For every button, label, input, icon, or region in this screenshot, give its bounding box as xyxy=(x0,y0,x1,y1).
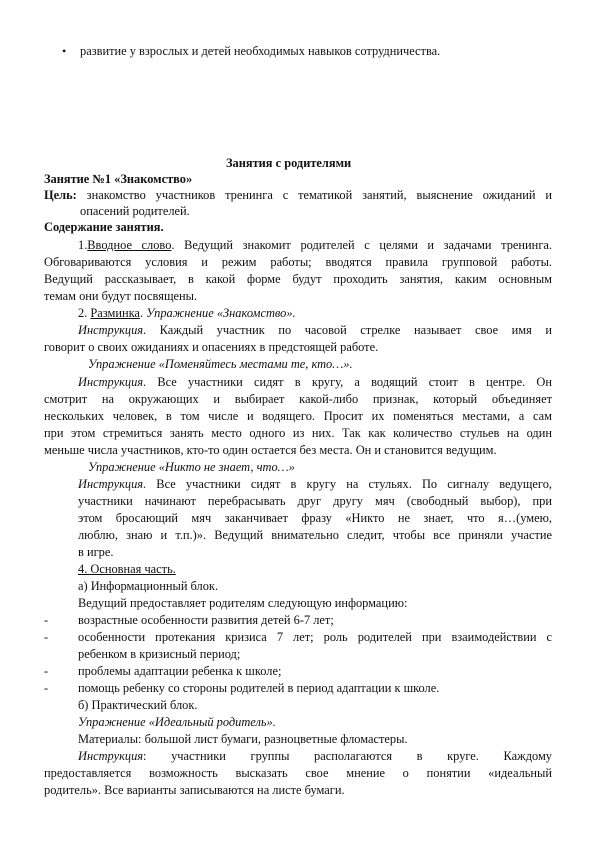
bullet-marker: • xyxy=(62,44,67,58)
instr3-line-4: люблю, знаю и т.п.)». Ведущий внимательно следит, чтобы все приняли участие xyxy=(78,528,552,542)
instr1-line-1 xyxy=(78,323,552,338)
instr3-line-5: в игре. xyxy=(78,545,114,559)
p1-text: . Ведущий знакомит родителей с целями и задачами тренинга. xyxy=(171,238,552,252)
p1-number: 1. xyxy=(78,238,88,252)
instr3-line-2: участники начинают перебрасывать друг другу мяч (свободный выбор), при xyxy=(78,494,552,508)
dash-marker: - xyxy=(44,613,49,627)
p2-number: 2. xyxy=(78,306,91,320)
instr4-label: Инструкция xyxy=(78,749,144,763)
instr4-text: : участники группы располагаются в круге. Каждому xyxy=(143,749,552,763)
p1-line-4: темам они будут посвящены. xyxy=(44,289,198,303)
exercise-4-title: Упражнение «Идеальный родитель». xyxy=(78,715,276,729)
p1-line-3: Ведущий рассказывает, в какой форме будут проходить занятия, каким основным xyxy=(44,272,552,286)
instr4-line-2: предоставляется возможность высказать свое мнение о понятии «идеальный xyxy=(44,766,552,780)
instr1-line-2: говорит о своих ожиданиях и опасениях в предстоящей работе. xyxy=(44,340,379,354)
instr2-line-5: меньше числа участников, кто-то один остается без места. Он и становится ведущим. xyxy=(44,443,497,457)
instr4-line-3: родитель». Все варианты записываются на листе бумаги. xyxy=(44,783,345,797)
dash-marker: - xyxy=(44,681,49,695)
exercise-2-title: Упражнение «Поменяйтесь местами те, кто…». xyxy=(88,357,353,371)
instr3-line-3: этом бросающий мяч заканчивает фразу «Никто не знает, что я…(умею, xyxy=(78,511,552,525)
p1-line-2: Обговариваются условия и режим работы; вводятся правила групповой работы. xyxy=(44,255,552,269)
instr3-line-1 xyxy=(78,477,552,492)
instr2-line-1 xyxy=(78,375,552,390)
info-block-label: а) Информационный блок. xyxy=(78,579,219,593)
list-item: особенности протекания кризиса 7 лет; роль родителей при взаимодействии с xyxy=(78,630,552,644)
goal-text: знакомство участников тренинга с тематикой занятий, выяснение ожиданий и xyxy=(76,188,552,202)
instr1-label: Инструкция xyxy=(78,323,144,337)
p1-line-1 xyxy=(78,238,552,253)
intro-bullet-text: развитие у взрослых и детей необходимых навыков сотрудничества. xyxy=(80,44,441,58)
goal-label: Цель: xyxy=(44,188,77,202)
instr2-text: . Все участники сидят в кругу, а водящий стоит в центре. Он xyxy=(143,375,552,389)
content-heading: Содержание занятия. xyxy=(44,220,164,234)
goal-line-1 xyxy=(44,188,552,203)
dash-marker: - xyxy=(44,630,49,644)
p2-line xyxy=(78,306,296,321)
p2-exercise: Упражнение «Знакомство». xyxy=(146,306,296,320)
list-item-continuation: ребенком в кризисный период; xyxy=(78,647,241,661)
dash-marker: - xyxy=(44,664,49,678)
instr4-line-1 xyxy=(78,749,552,764)
list-item: возрастные особенности развития детей 6-7 лет; xyxy=(78,613,334,627)
lesson-title: Занятие №1 «Знакомство» xyxy=(44,172,193,186)
instr2-label: Инструкция xyxy=(78,375,144,389)
list-item: проблемы адаптации ребенка к школе; xyxy=(78,664,282,678)
presenter-info: Ведущий предоставляет родителям следующую информацию: xyxy=(78,596,408,610)
main-part-heading: 4. Основная часть. xyxy=(78,562,176,576)
instr1-text: . Каждый участник по часовой стрелке называет свое имя и xyxy=(143,323,552,337)
p1-label: Вводное слово xyxy=(87,238,172,252)
exercise-3-title: Упражнение «Никто не знает, что…» xyxy=(88,460,295,474)
instr3-label: Инструкция xyxy=(78,477,144,491)
section-title: Занятия с родителями xyxy=(226,156,352,170)
p2-label: Разминка xyxy=(90,306,140,320)
goal-line-2: опасений родителей. xyxy=(80,204,190,218)
instr3-text: . Все участники сидят в кругу на стульях. По сигналу ведущего, xyxy=(143,477,552,491)
materials-line: Материалы: большой лист бумаги, разноцветные фломастеры. xyxy=(78,732,408,746)
practical-block-label: б) Практический блок. xyxy=(78,698,198,712)
instr2-line-4: при этом стремиться занять место одного из них. Так как количество стульев на один xyxy=(44,426,552,440)
instr2-line-2: смотрит на окружающих и выбирает какой-либо признак, который объединяет xyxy=(44,392,552,406)
p2-dot: . xyxy=(139,306,147,320)
instr2-line-3: нескольких человек, в том числе и водящего. Просит их поменяться местами, а сам xyxy=(44,409,552,423)
list-item: помощь ребенку со стороны родителей в период адаптации к школе. xyxy=(78,681,440,695)
